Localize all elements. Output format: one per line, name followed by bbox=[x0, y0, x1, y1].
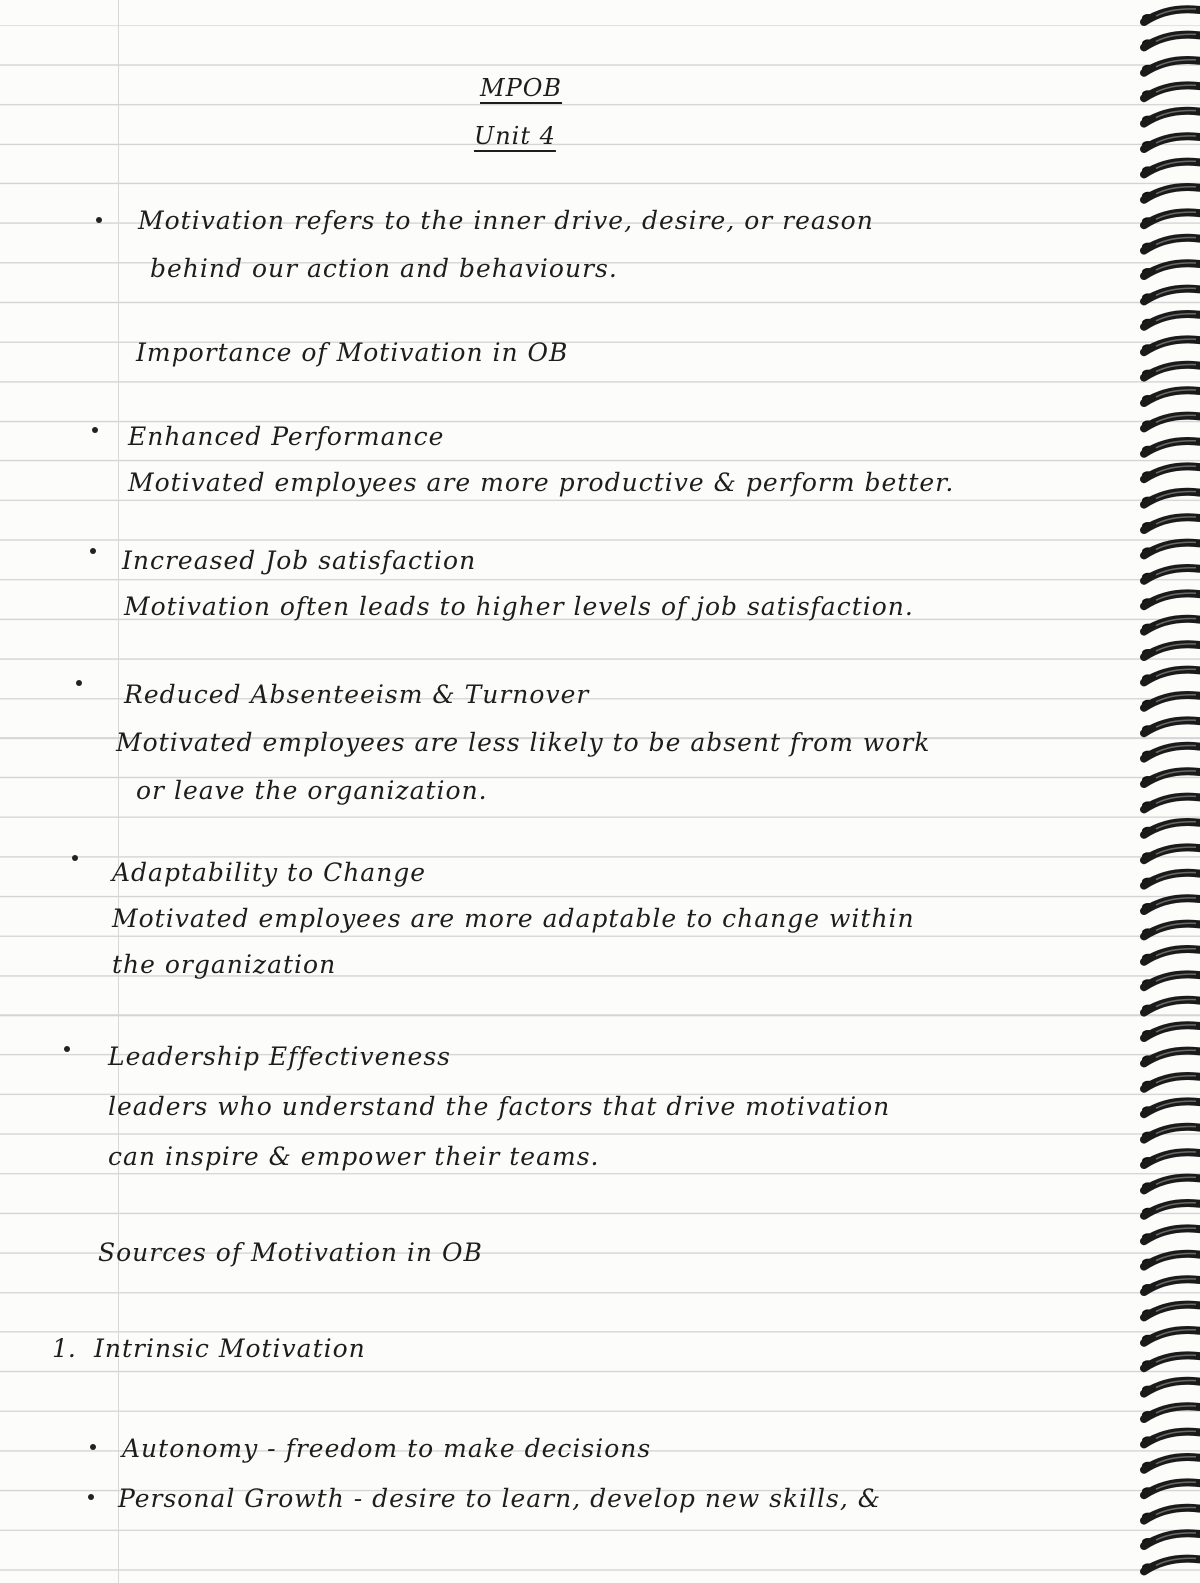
importance-item-title: Reduced Absenteeism & Turnover bbox=[124, 680, 590, 709]
spiral-ring bbox=[1142, 1025, 1200, 1038]
spiral-ring bbox=[1142, 1533, 1200, 1546]
spiral-ring bbox=[1142, 364, 1200, 377]
importance-item-title: Increased Job satisfaction bbox=[122, 546, 477, 575]
list-number: 1. bbox=[52, 1334, 76, 1363]
spiral-ring bbox=[1142, 1380, 1200, 1393]
bullet bbox=[96, 217, 102, 223]
importance-item-line: Motivated employees are less likely to be absent from work bbox=[116, 728, 931, 757]
spiral-ring bbox=[1142, 822, 1200, 835]
spiral-ring bbox=[1142, 1177, 1200, 1190]
spiral-ring bbox=[1142, 618, 1200, 631]
bullet bbox=[64, 1046, 70, 1052]
spiral-ring bbox=[1142, 542, 1200, 555]
spiral-ring bbox=[1142, 1279, 1200, 1292]
spiral-ring bbox=[1142, 85, 1200, 98]
spiral-ring bbox=[1142, 60, 1200, 73]
importance-item-line: Motivated employees are more adaptable to change within bbox=[112, 904, 915, 933]
spiral-ring bbox=[1142, 1101, 1200, 1114]
spiral-ring bbox=[1142, 974, 1200, 987]
sources-item: Personal Growth - desire to learn, develop new skills, & bbox=[118, 1484, 882, 1513]
spiral-binding bbox=[1138, 0, 1200, 1583]
spiral-ring bbox=[1142, 1050, 1200, 1063]
spiral-ring bbox=[1142, 110, 1200, 123]
bullet bbox=[90, 1444, 96, 1450]
spiral-ring bbox=[1142, 212, 1200, 225]
spiral-ring bbox=[1142, 1355, 1200, 1368]
spiral-ring bbox=[1142, 288, 1200, 301]
spiral-binding-rings bbox=[1138, 0, 1200, 1583]
spiral-ring bbox=[1142, 9, 1200, 22]
spiral-ring bbox=[1142, 136, 1200, 149]
importance-item-line: Motivated employees are more productive & perform better. bbox=[128, 468, 955, 497]
spiral-ring bbox=[1142, 1203, 1200, 1216]
importance-item-line: or leave the organization. bbox=[136, 776, 488, 805]
spiral-ring bbox=[1142, 1076, 1200, 1089]
sources-heading: Sources of Motivation in OB bbox=[98, 1238, 483, 1267]
importance-item-title: Leadership Effectiveness bbox=[108, 1042, 451, 1071]
importance-item-title: Enhanced Performance bbox=[128, 422, 445, 451]
spiral-ring bbox=[1142, 568, 1200, 581]
spiral-ring bbox=[1142, 1152, 1200, 1165]
importance-item-line: can inspire & empower their teams. bbox=[108, 1142, 600, 1171]
spiral-ring bbox=[1142, 314, 1200, 327]
importance-item-line: leaders who understand the factors that drive motivation bbox=[108, 1092, 891, 1121]
importance-item-line: Motivation often leads to higher levels of job satisfaction. bbox=[124, 592, 914, 621]
spiral-ring bbox=[1142, 1482, 1200, 1495]
spiral-ring bbox=[1142, 745, 1200, 758]
spiral-ring bbox=[1142, 1406, 1200, 1419]
spiral-ring bbox=[1142, 466, 1200, 479]
spiral-ring bbox=[1142, 491, 1200, 504]
spiral-ring bbox=[1142, 1253, 1200, 1266]
spiral-ring bbox=[1142, 34, 1200, 47]
spiral-ring bbox=[1142, 517, 1200, 530]
spiral-ring bbox=[1142, 796, 1200, 809]
importance-heading: Importance of Motivation in OB bbox=[136, 338, 569, 367]
spiral-ring bbox=[1142, 237, 1200, 250]
spiral-ring bbox=[1142, 1507, 1200, 1520]
spiral-ring bbox=[1142, 949, 1200, 962]
spiral-ring bbox=[1142, 1330, 1200, 1343]
spiral-ring bbox=[1142, 1126, 1200, 1139]
bullet bbox=[76, 680, 82, 686]
spiral-ring bbox=[1142, 720, 1200, 733]
definition-line-1: Motivation refers to the inner drive, desire, or reason bbox=[138, 206, 874, 235]
spiral-ring bbox=[1142, 771, 1200, 784]
bullet bbox=[72, 855, 78, 861]
spiral-ring bbox=[1142, 669, 1200, 682]
page-title: MPOB bbox=[480, 74, 563, 102]
bullet bbox=[92, 427, 98, 433]
spiral-ring bbox=[1142, 644, 1200, 657]
spiral-ring bbox=[1142, 923, 1200, 936]
spiral-ring bbox=[1142, 263, 1200, 276]
sources-subheading: Intrinsic Motivation bbox=[94, 1334, 366, 1363]
spiral-ring bbox=[1142, 898, 1200, 911]
spiral-ring bbox=[1142, 1304, 1200, 1317]
spiral-ring bbox=[1142, 390, 1200, 403]
spiral-ring bbox=[1142, 161, 1200, 174]
spiral-ring bbox=[1142, 339, 1200, 352]
spiral-ring bbox=[1142, 1228, 1200, 1241]
spiral-ring bbox=[1142, 999, 1200, 1012]
spiral-ring bbox=[1142, 415, 1200, 428]
spiral-ring bbox=[1142, 1558, 1200, 1571]
spiral-ring bbox=[1142, 441, 1200, 454]
spiral-ring bbox=[1142, 593, 1200, 606]
spiral-ring bbox=[1142, 1431, 1200, 1444]
sources-item: Autonomy - freedom to make decisions bbox=[122, 1434, 652, 1463]
page-subtitle: Unit 4 bbox=[474, 122, 556, 150]
importance-item-title: Adaptability to Change bbox=[112, 858, 427, 887]
spiral-ring bbox=[1142, 695, 1200, 708]
spiral-ring bbox=[1142, 187, 1200, 200]
spiral-ring bbox=[1142, 1457, 1200, 1470]
spiral-ring bbox=[1142, 847, 1200, 860]
spiral-ring bbox=[1142, 872, 1200, 885]
bullet bbox=[88, 1494, 94, 1500]
bullet bbox=[90, 548, 96, 554]
importance-item-line: the organization bbox=[112, 950, 337, 979]
definition-line-2: behind our action and behaviours. bbox=[150, 254, 618, 283]
